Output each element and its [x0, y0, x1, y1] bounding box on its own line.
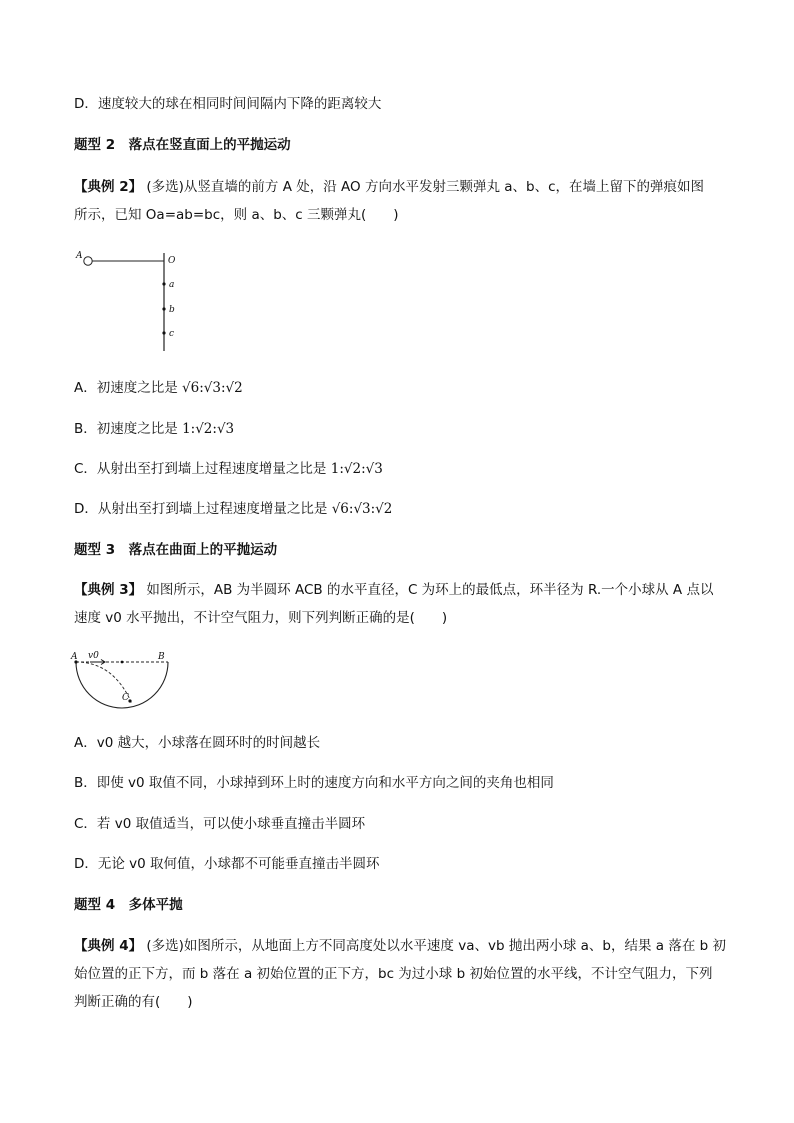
example4-label: 【典例 4】	[74, 938, 143, 954]
type2-stem-line2: 所示，已知 Oa=ab=bc，则 a、b、c 三颗弹丸( )	[74, 207, 399, 223]
type3-option-d: D．无论 v0 取何值，小球都不可能垂直撞击半圆环	[74, 856, 380, 872]
label-C: C	[122, 693, 129, 703]
label-a: a	[169, 280, 175, 290]
label-O: O	[168, 256, 176, 266]
label-A: A	[76, 251, 83, 261]
example4-stem-text1: (多选)如图所示，从地面上方不同高度处以水平速度 va、vb 抛出两小球 a、b，结果 a 落在 b 初	[146, 938, 726, 954]
example3-stem-text1: 如图所示，AB 为半圆环 ACB 的水平直径，C 为环上的最低点，环半径为 R.一个小球从 A 点以	[146, 582, 714, 598]
label-c: c	[169, 329, 175, 339]
type3-option-a: A．v0 越大，小球落在圆环时的时间越长	[74, 735, 321, 751]
type2-option-a: A．初速度之比是 √6:√3:√2	[74, 380, 243, 396]
type3-stem-line1	[74, 580, 713, 600]
example2-stem-text1: (多选)从竖直墙的前方 A 处，沿 AO 方向水平发射三颗弹丸 a、b、c，在墙上留下的弹痕如图	[146, 179, 705, 195]
type4-stem-line3: 判断正确的有( )	[74, 994, 193, 1010]
example2-label: 【典例 2】	[74, 179, 143, 195]
type4-stem-line2: 始位置的正下方，而 b 落在 a 初始位置的正下方，bc 为过小球 b 初始位置的水平线，不计空气阻力，下列	[74, 966, 713, 982]
label-A: A	[71, 652, 78, 662]
type3-option-b: B．即使 v0 取值不同，小球掉到环上时的速度方向和水平方向之间的夹角也相同	[74, 775, 554, 791]
label-B: B	[158, 652, 165, 662]
type2-stem-line1	[74, 177, 704, 197]
type3-heading: 题型 3 落点在曲面上的平抛运动	[74, 542, 278, 558]
label-v0: v0	[88, 651, 99, 661]
type3-option-c: C．若 v0 取值适当，可以使小球垂直撞击半圆环	[74, 816, 366, 832]
type2-option-c: C．从射出至打到墙上过程速度增量之比是 1:√2:√3	[74, 461, 383, 477]
type2-heading: 题型 2 落点在竖直面上的平抛运动	[74, 137, 291, 153]
type4-stem-line1	[74, 936, 726, 956]
semicircle-figure	[70, 648, 180, 718]
label-b: b	[169, 305, 175, 315]
type3-stem-line2: 速度 v0 水平抛出，不计空气阻力，则下列判断正确的是( )	[74, 610, 448, 626]
wall-figure	[70, 245, 190, 355]
type4-heading: 题型 4 多体平抛	[74, 897, 183, 913]
example3-label: 【典例 3】	[74, 582, 143, 598]
type2-option-b: B．初速度之比是 1:√2:√3	[74, 421, 235, 437]
q1-option-d: D．速度较大的球在相同时间间隔内下降的距离较大	[74, 96, 382, 112]
type2-option-d: D．从射出至打到墙上过程速度增量之比是 √6:√3:√2	[74, 501, 393, 517]
